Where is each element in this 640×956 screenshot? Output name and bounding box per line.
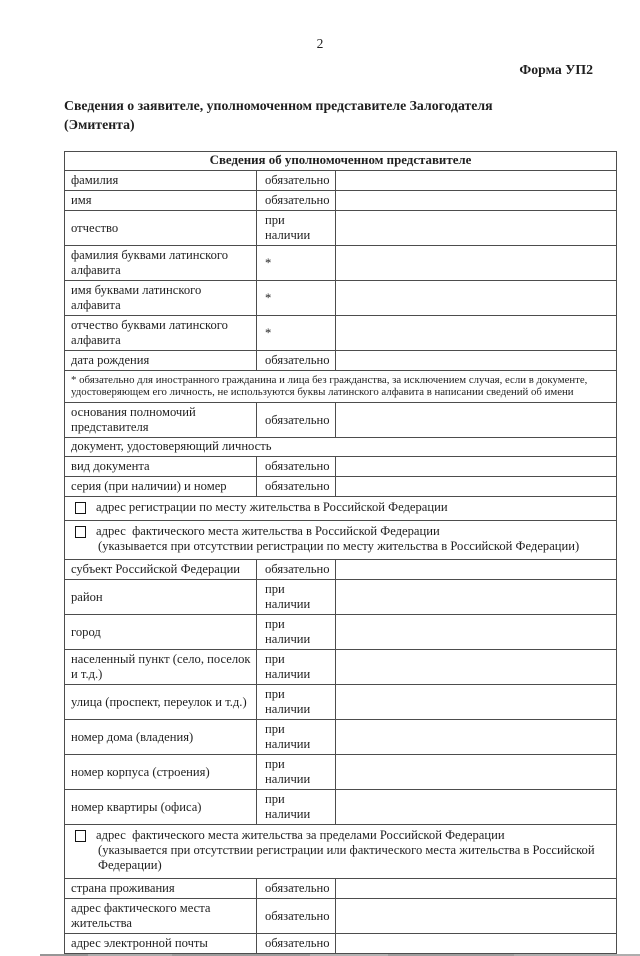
checkbox-icon xyxy=(75,830,86,842)
field-value-cell xyxy=(336,281,617,316)
form-code-label: Форма УП2 xyxy=(519,62,593,77)
page-number: 2 xyxy=(316,36,324,51)
field-value-cell xyxy=(336,171,617,191)
field-label-cell: субъект Российской Федерации xyxy=(65,560,257,580)
field-row xyxy=(65,560,617,580)
field-value-cell xyxy=(336,879,617,899)
field-label-cell: населенный пункт (село, поселок и т.д.) xyxy=(65,650,257,685)
requirement-text: * xyxy=(265,255,272,270)
field-requirement-cell xyxy=(257,934,336,954)
field-row xyxy=(65,934,617,954)
field-requirement-cell xyxy=(257,477,336,497)
requirement-text: обязательно xyxy=(265,173,330,187)
field-label-cell: номер корпуса (строения) xyxy=(65,755,257,790)
field-value-cell xyxy=(336,191,617,211)
field-label-cell: имя xyxy=(65,191,257,211)
field-row xyxy=(65,316,617,351)
field-requirement-cell xyxy=(257,615,336,650)
field-label-cell: номер квартиры (офиса) xyxy=(65,790,257,825)
requirement-text: обязательно xyxy=(265,459,330,473)
requirement-text: при наличии xyxy=(265,213,311,242)
field-value-cell xyxy=(336,580,617,615)
requirement-text: при наличии xyxy=(265,582,311,611)
field-value-cell xyxy=(336,615,617,650)
field-value-cell xyxy=(336,755,617,790)
field-label-cell: серия (при наличии) и номер xyxy=(65,477,257,497)
field-value-cell xyxy=(336,477,617,497)
requirement-text: при наличии xyxy=(265,757,311,786)
field-requirement-cell xyxy=(257,457,336,477)
field-label-cell: город xyxy=(65,615,257,650)
requirement-text: * xyxy=(265,290,272,305)
field-row xyxy=(65,191,617,211)
field-requirement-cell xyxy=(257,650,336,685)
field-label-cell: вид документа xyxy=(65,457,257,477)
requirement-text: при наличии xyxy=(265,687,311,716)
checkbox-cell xyxy=(65,497,617,521)
field-row xyxy=(65,720,617,755)
field-value-cell xyxy=(336,899,617,934)
field-row xyxy=(65,899,617,934)
field-label-cell: отчество буквами латинского алфавита xyxy=(65,316,257,351)
field-value-cell xyxy=(336,457,617,477)
checkbox-label: адрес фактического места жительства за пределами Российской Федерации xyxy=(96,828,505,842)
field-row xyxy=(65,685,617,720)
field-requirement-cell xyxy=(257,211,336,246)
field-row xyxy=(65,457,617,477)
requirement-text: обязательно xyxy=(265,479,330,493)
field-row xyxy=(65,755,617,790)
requirement-text: * xyxy=(265,325,272,340)
field-requirement-cell xyxy=(257,899,336,934)
checkbox-row xyxy=(65,521,617,560)
field-row xyxy=(65,351,617,371)
field-requirement-cell xyxy=(257,790,336,825)
field-value-cell xyxy=(336,246,617,281)
field-value-cell xyxy=(336,211,617,246)
requirement-text: обязательно xyxy=(265,412,330,427)
field-label-cell: отчество xyxy=(65,211,257,246)
field-requirement-cell xyxy=(257,316,336,351)
field-label-cell: основания полномочий представителя xyxy=(65,403,257,438)
field-label-cell: адрес фактического места жительства xyxy=(65,899,257,934)
field-row xyxy=(65,790,617,825)
section-title-row xyxy=(65,438,617,457)
checkbox-row xyxy=(65,825,617,879)
footnote-row xyxy=(65,371,617,403)
form-table-wrapper xyxy=(64,151,616,954)
requirement-text: при наличии xyxy=(265,792,311,821)
field-requirement-cell xyxy=(257,403,336,438)
field-requirement-cell xyxy=(257,560,336,580)
requirement-text: обязательно xyxy=(265,881,330,895)
field-value-cell xyxy=(336,560,617,580)
checkbox-cell xyxy=(65,521,617,560)
requirement-text: обязательно xyxy=(265,353,330,367)
field-label-cell: адрес электронной почты xyxy=(65,934,257,954)
field-requirement-cell xyxy=(257,191,336,211)
field-label-cell: фамилия буквами латинского алфавита xyxy=(65,246,257,281)
footnote-text: * обязательно для иностранного гражданина и лица без гражданства, за исключением случая, если в документе, удостоверяющем его личность, не используются буквы латинского алфавита в написании сведений об имени xyxy=(65,371,617,403)
field-label-cell: номер дома (владения) xyxy=(65,720,257,755)
checkbox-note: (указывается при отсутствии регистрации по месту жительства в Российской Федерации) xyxy=(98,539,580,553)
requirement-text: обязательно xyxy=(265,908,330,923)
checkbox-icon xyxy=(75,502,86,514)
table-header-row xyxy=(65,152,617,171)
field-requirement-cell xyxy=(257,879,336,899)
field-label-cell: страна проживания xyxy=(65,879,257,899)
requirement-text: при наличии xyxy=(265,722,311,751)
field-value-cell xyxy=(336,650,617,685)
requirement-text: при наличии xyxy=(265,617,311,646)
requirement-text: при наличии xyxy=(265,652,311,681)
requirement-text: обязательно xyxy=(265,193,330,207)
section-title: документ, удостоверяющий личность xyxy=(65,438,617,457)
field-requirement-cell xyxy=(257,580,336,615)
field-value-cell xyxy=(336,403,617,438)
table-header-title: Сведения об уполномоченном представителе xyxy=(65,152,617,171)
field-row xyxy=(65,477,617,497)
document-heading: Сведения о заявителе, уполномоченном представителе Залогодателя (Эмитента) xyxy=(64,98,493,132)
checkbox-note: (указывается при отсутствии регистрации или фактического места жительства в Российской Федерации) xyxy=(98,843,595,872)
field-requirement-cell xyxy=(257,755,336,790)
checkbox-icon xyxy=(75,526,86,538)
representative-info-table xyxy=(64,151,617,954)
checkbox-label: адрес регистрации по месту жительства в Российской Федерации xyxy=(96,500,448,514)
field-row xyxy=(65,281,617,316)
field-requirement-cell xyxy=(257,281,336,316)
field-value-cell xyxy=(336,351,617,371)
checkbox-label: адрес фактического места жительства в Российской Федерации xyxy=(96,524,440,538)
field-value-cell xyxy=(336,934,617,954)
field-row xyxy=(65,650,617,685)
field-row xyxy=(65,246,617,281)
field-label-cell: дата рождения xyxy=(65,351,257,371)
field-requirement-cell xyxy=(257,246,336,281)
field-value-cell xyxy=(336,685,617,720)
field-value-cell xyxy=(336,790,617,825)
requirement-text: обязательно xyxy=(265,936,330,950)
field-value-cell xyxy=(336,720,617,755)
field-requirement-cell xyxy=(257,171,336,191)
field-requirement-cell xyxy=(257,720,336,755)
requirement-text: обязательно xyxy=(265,562,330,576)
field-row xyxy=(65,879,617,899)
field-label-cell: улица (проспект, переулок и т.д.) xyxy=(65,685,257,720)
field-label-cell: фамилия xyxy=(65,171,257,191)
checkbox-row xyxy=(65,497,617,521)
field-row xyxy=(65,615,617,650)
field-row xyxy=(65,580,617,615)
field-row xyxy=(65,171,617,191)
field-requirement-cell xyxy=(257,685,336,720)
field-label-cell: район xyxy=(65,580,257,615)
field-value-cell xyxy=(336,316,617,351)
checkbox-cell xyxy=(65,825,617,879)
field-row xyxy=(65,211,617,246)
field-row xyxy=(65,403,617,438)
field-requirement-cell xyxy=(257,351,336,371)
field-label-cell: имя буквами латинского алфавита xyxy=(65,281,257,316)
